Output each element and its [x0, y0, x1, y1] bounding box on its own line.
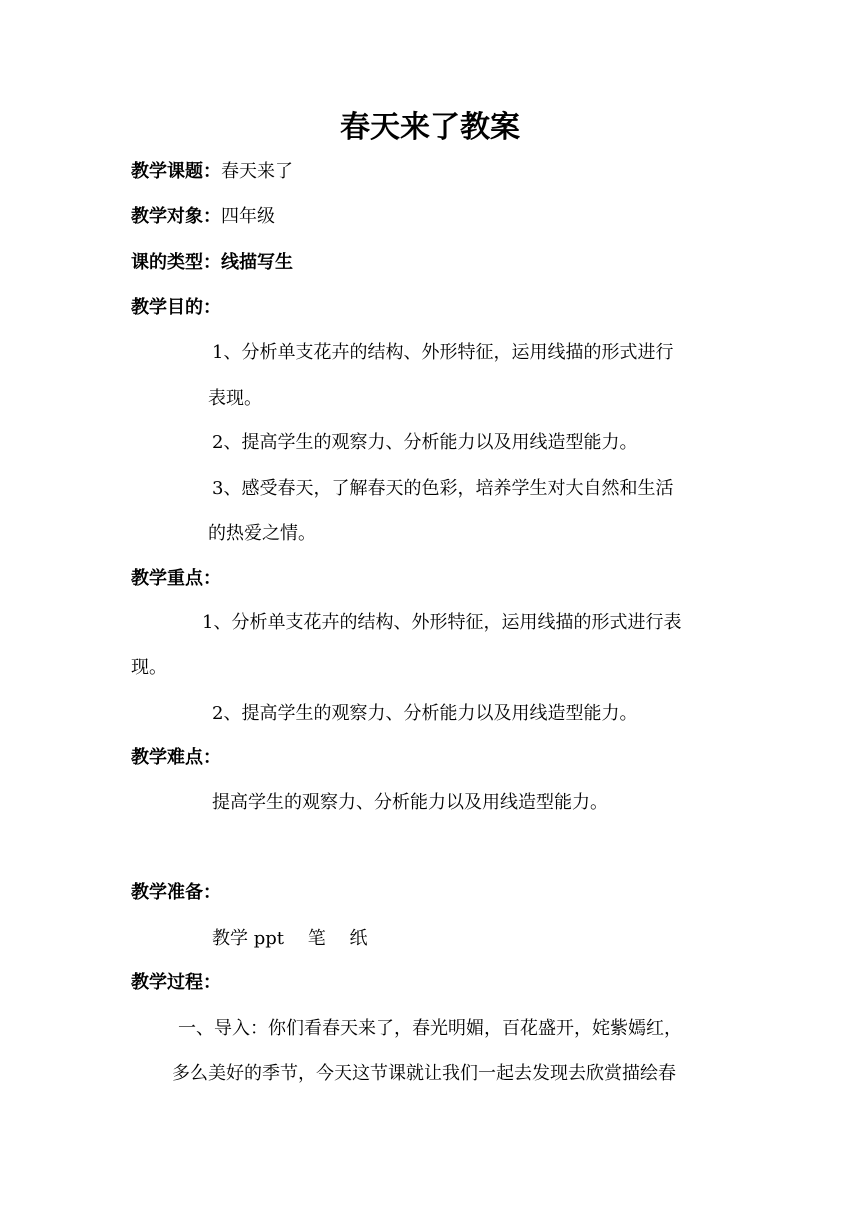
- process-intro-line-2: 多么美好的季节，今天这节课就让我们一起去发现去欣赏描绘春: [172, 1063, 676, 1084]
- topic-label: 教学课题：: [131, 161, 221, 182]
- page-title: 春天来了教案: [340, 110, 520, 145]
- objective-1-line-1: 1、分析单支花卉的结构、外形特征，运用线描的形式进行: [212, 342, 674, 363]
- difficulties-text: 提高学生的观察力、分析能力以及用线造型能力。: [212, 792, 608, 813]
- lesson-type-line: [131, 252, 293, 274]
- key-points-heading: 教学重点：: [131, 568, 221, 589]
- objective-3-line-1: 3、感受春天，了解春天的色彩，培养学生对大自然和生活: [212, 478, 674, 499]
- process-heading: 教学过程：: [131, 972, 221, 993]
- preparation-heading: 教学准备：: [131, 882, 221, 903]
- difficulties-heading: 教学难点：: [131, 747, 221, 768]
- process-intro-line-1: 一、导入：你们看春天来了，春光明媚，百花盛开，姹紫嫣红，: [178, 1018, 682, 1039]
- audience-label: 教学对象：: [131, 206, 221, 227]
- audience-line: [131, 206, 275, 228]
- topic-value: 春天来了: [221, 161, 293, 182]
- preparation-text: 教学 ppt 笔 纸: [212, 928, 368, 949]
- key-point-2: 2、提高学生的观察力、分析能力以及用线造型能力。: [212, 703, 638, 724]
- key-point-1-line-2: 现。: [131, 657, 167, 678]
- key-point-1-line-1: 1、分析单支花卉的结构、外形特征，运用线描的形式进行表: [202, 612, 682, 633]
- objective-1-line-2: 表现。: [208, 388, 262, 409]
- topic-line: [131, 161, 293, 183]
- lesson-type-value: 线描写生: [221, 252, 293, 273]
- objective-2: 2、提高学生的观察力、分析能力以及用线造型能力。: [212, 432, 638, 453]
- objective-3-line-2: 的热爱之情。: [208, 523, 316, 544]
- audience-value: 四年级: [221, 206, 275, 227]
- lesson-type-label: 课的类型：: [131, 252, 221, 273]
- objectives-heading: 教学目的：: [131, 297, 221, 318]
